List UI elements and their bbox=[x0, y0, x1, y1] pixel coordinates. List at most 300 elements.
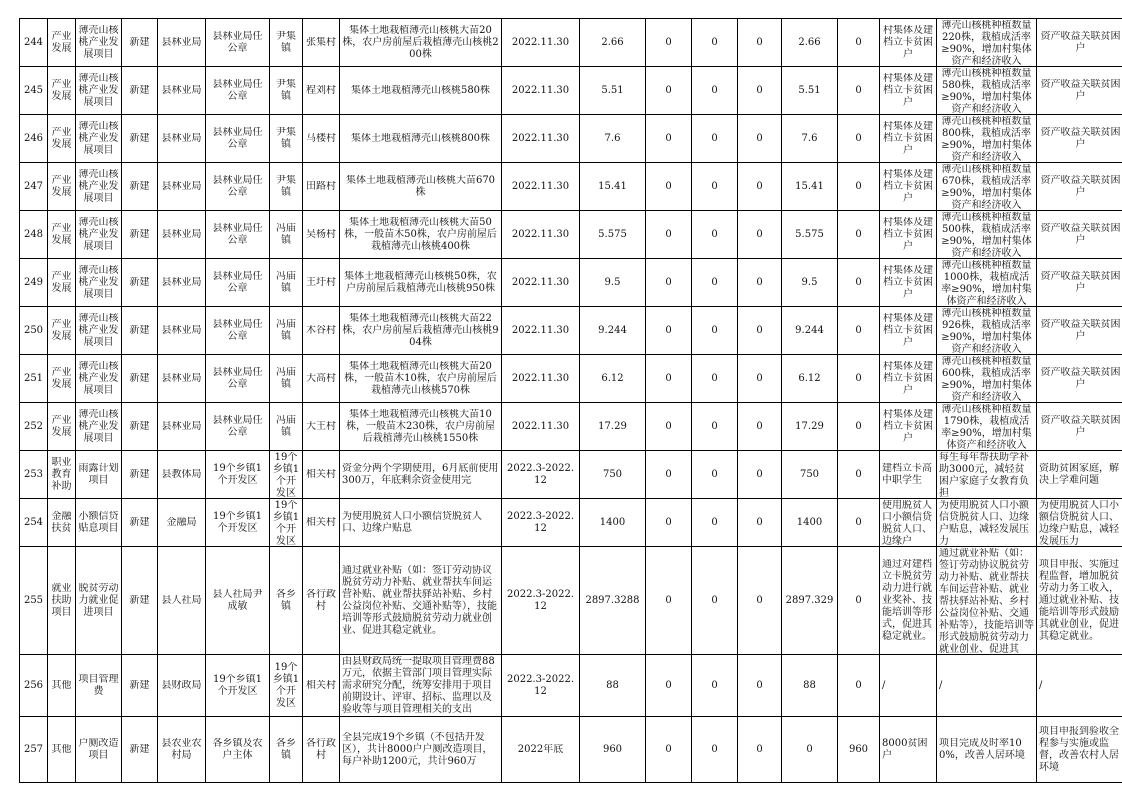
cell-total bbox=[580, 67, 646, 115]
cell-total bbox=[580, 499, 646, 547]
cell-f1-text: 0 bbox=[665, 372, 672, 384]
cell-town bbox=[270, 307, 303, 355]
cell-benef-text: 村集体及建档立卡贫困户 bbox=[883, 168, 933, 204]
cell-f5-text: 0 bbox=[855, 679, 862, 691]
cell-type bbox=[122, 547, 158, 655]
cell-type bbox=[122, 115, 158, 163]
cell-perf-text: 薄壳山核桃种植数量1790株，栽植成活率≥90%，增加村集体资产和经济收入 bbox=[941, 403, 1032, 450]
cell-f5-text: 0 bbox=[855, 324, 862, 336]
cell-perf-text: 项目完成及时率100%，改善人居环境 bbox=[939, 737, 1025, 761]
cell-no-text: 257 bbox=[23, 743, 44, 755]
cell-date-text: 2022.11.30 bbox=[511, 132, 570, 144]
cell-mech bbox=[1037, 451, 1122, 499]
cell-total-text: 5.575 bbox=[598, 228, 627, 240]
cell-lead bbox=[206, 547, 270, 655]
cell-dept-text: 县林业局 bbox=[161, 180, 202, 192]
cell-mech bbox=[1037, 211, 1122, 259]
cell-cat-text: 职业教育补助 bbox=[51, 456, 72, 492]
cell-f4 bbox=[782, 19, 838, 67]
cell-benef-text: 村集体及建档立卡贫困户 bbox=[883, 360, 933, 396]
cell-f4 bbox=[782, 451, 838, 499]
cell-name-text: 户厕改造项目 bbox=[78, 737, 119, 761]
cell-type-text: 新建 bbox=[129, 324, 150, 336]
cell-f2 bbox=[692, 547, 738, 655]
cell-village bbox=[303, 67, 340, 115]
cell-f3 bbox=[738, 211, 782, 259]
cell-f4 bbox=[782, 547, 838, 655]
cell-f5 bbox=[838, 307, 880, 355]
cell-f2 bbox=[692, 499, 738, 547]
cell-town-text: 冯庙镇 bbox=[276, 318, 296, 342]
cell-content-text: 集体土地栽植薄壳山核桃580株 bbox=[350, 84, 491, 96]
cell-lead bbox=[206, 115, 270, 163]
cell-content bbox=[340, 355, 502, 403]
cell-benef bbox=[880, 163, 937, 211]
cell-town-text: 各乡镇 bbox=[276, 737, 296, 761]
cell-no bbox=[20, 355, 48, 403]
cell-f5-text: 0 bbox=[855, 180, 862, 192]
cell-f5-text: 0 bbox=[855, 420, 862, 432]
cell-f4 bbox=[782, 163, 838, 211]
cell-cat-text: 产业发展 bbox=[51, 174, 72, 198]
cell-no-text: 251 bbox=[23, 372, 44, 384]
cell-benef bbox=[880, 115, 937, 163]
cell-f2-text: 0 bbox=[711, 594, 718, 606]
cell-town-text: 19个乡镇1个开发区 bbox=[272, 451, 300, 498]
cell-lead bbox=[206, 403, 270, 451]
cell-date-text: 2022.11.30 bbox=[511, 420, 570, 432]
cell-f5 bbox=[838, 655, 880, 717]
cell-f3 bbox=[738, 403, 782, 451]
cell-dept-text: 县农业农村局 bbox=[161, 737, 202, 761]
cell-total-text: 960 bbox=[602, 743, 623, 755]
cell-total bbox=[580, 307, 646, 355]
cell-f5 bbox=[838, 451, 880, 499]
cell-name bbox=[76, 547, 122, 655]
cell-perf bbox=[937, 499, 1037, 547]
cell-no-text: 244 bbox=[23, 36, 44, 48]
cell-dept bbox=[158, 655, 206, 717]
cell-type bbox=[122, 717, 158, 783]
cell-town-text: 尹集镇 bbox=[276, 174, 296, 198]
cell-type bbox=[122, 211, 158, 259]
cell-f3 bbox=[738, 451, 782, 499]
cell-f5 bbox=[838, 211, 880, 259]
cell-name bbox=[76, 451, 122, 499]
cell-content-text: 全县完成19个乡镇（不包括开发区），共计8000户户厕改造项目，每户补助1200元，共计960万 bbox=[342, 731, 493, 767]
cell-dept-text: 县人社局 bbox=[161, 594, 202, 606]
cell-name-text: 脱贫劳动力就业促进项目 bbox=[78, 582, 119, 618]
cell-lead-text: 19个乡镇1个开发区 bbox=[212, 462, 263, 486]
cell-dept bbox=[158, 163, 206, 211]
cell-f3 bbox=[738, 547, 782, 655]
cell-f5 bbox=[838, 717, 880, 783]
cell-total-text: 9.5 bbox=[604, 276, 621, 288]
cell-type bbox=[122, 259, 158, 307]
cell-no-text: 255 bbox=[23, 594, 44, 606]
cell-f2-text: 0 bbox=[711, 36, 718, 48]
cell-mech bbox=[1037, 115, 1122, 163]
cell-f1 bbox=[646, 655, 692, 717]
cell-f5-text: 0 bbox=[855, 594, 862, 606]
cell-content-text: 集体土地栽植薄壳山核桃大苗10株，一般苗木230株，农户房前屋后栽植薄壳山核桃1550株 bbox=[345, 408, 496, 444]
cell-f3-text: 0 bbox=[756, 372, 763, 384]
cell-town bbox=[270, 67, 303, 115]
cell-cat bbox=[48, 451, 76, 499]
cell-name-text: 薄壳山核桃产业发展项目 bbox=[78, 408, 119, 444]
cell-date-text: 2022年底 bbox=[517, 743, 564, 755]
cell-f1-text: 0 bbox=[665, 324, 672, 336]
cell-f2 bbox=[692, 115, 738, 163]
cell-benef bbox=[880, 19, 937, 67]
cell-content-text: 集体土地栽植薄壳山核桃大苗22株，农户房前屋后栽植薄壳山核桃904株 bbox=[342, 312, 499, 348]
cell-f3-text: 0 bbox=[756, 132, 763, 144]
table-row bbox=[20, 355, 1122, 403]
cell-benef-text: 村集体及建档立卡贫困户 bbox=[883, 120, 933, 156]
cell-name bbox=[76, 403, 122, 451]
cell-dept-text: 县林业局 bbox=[161, 276, 202, 288]
cell-name bbox=[76, 717, 122, 783]
cell-f4-text: 5.51 bbox=[798, 84, 821, 96]
cell-perf bbox=[937, 717, 1037, 783]
cell-town-text: 冯庙镇 bbox=[276, 222, 296, 246]
cell-f4-text: 0 bbox=[806, 743, 813, 755]
cell-f5-text: 0 bbox=[855, 516, 862, 528]
cell-village bbox=[303, 307, 340, 355]
cell-content bbox=[340, 307, 502, 355]
cell-mech bbox=[1037, 163, 1122, 211]
cell-cat bbox=[48, 163, 76, 211]
cell-no bbox=[20, 67, 48, 115]
cell-lead-text: 县林业局任公章 bbox=[212, 414, 263, 438]
cell-mech-text: 资产收益关联贫困户 bbox=[1040, 174, 1121, 198]
cell-total-text: 88 bbox=[606, 679, 619, 691]
cell-village-text: 相关村 bbox=[306, 516, 336, 528]
cell-f1-text: 0 bbox=[665, 420, 672, 432]
cell-name-text: 薄壳山核桃产业发展项目 bbox=[78, 312, 119, 348]
cell-f2-text: 0 bbox=[711, 420, 718, 432]
cell-no bbox=[20, 547, 48, 655]
cell-date bbox=[502, 19, 580, 67]
cell-type-text: 新建 bbox=[129, 516, 150, 528]
cell-type-text: 新建 bbox=[129, 132, 150, 144]
cell-f3-text: 0 bbox=[756, 743, 763, 755]
cell-f5 bbox=[838, 115, 880, 163]
cell-name bbox=[76, 259, 122, 307]
cell-f1 bbox=[646, 451, 692, 499]
cell-f3-text: 0 bbox=[756, 180, 763, 192]
cell-cat-text: 产业发展 bbox=[51, 30, 72, 54]
cell-no bbox=[20, 211, 48, 259]
cell-name bbox=[76, 163, 122, 211]
cell-village-text: 各行政村 bbox=[306, 737, 336, 761]
cell-benef-text: 村集体及建档立卡贫困户 bbox=[883, 24, 933, 60]
cell-mech-text: 资助贫困家庭，解决上学难问题 bbox=[1039, 462, 1119, 486]
cell-date bbox=[502, 163, 580, 211]
cell-village bbox=[303, 717, 340, 783]
cell-village bbox=[303, 499, 340, 547]
cell-name-text: 薄壳山核桃产业发展项目 bbox=[78, 120, 119, 156]
cell-dept-text: 县教体局 bbox=[161, 468, 202, 480]
cell-perf bbox=[937, 547, 1037, 655]
cell-f4-text: 17.29 bbox=[795, 420, 824, 432]
cell-village-text: 木谷村 bbox=[306, 324, 336, 336]
cell-cat-text: 金融扶贫 bbox=[51, 510, 72, 534]
cell-dept-text: 县林业局 bbox=[161, 84, 202, 96]
cell-village-text: 大高村 bbox=[306, 372, 336, 384]
cell-perf-text: 薄壳山核桃种植数量600株，栽植成活率≥90%，增加村集体资产和经济收入 bbox=[941, 355, 1032, 402]
cell-benef bbox=[880, 499, 937, 547]
cell-f1-text: 0 bbox=[665, 36, 672, 48]
cell-content-text: 集体土地栽植薄壳山核桃800株 bbox=[350, 132, 491, 144]
cell-f5 bbox=[838, 67, 880, 115]
cell-mech bbox=[1037, 67, 1122, 115]
cell-f1 bbox=[646, 307, 692, 355]
cell-village-text: 吴杨村 bbox=[306, 228, 336, 240]
cell-date bbox=[502, 499, 580, 547]
cell-date bbox=[502, 259, 580, 307]
cell-village-text: 各行政村 bbox=[306, 588, 336, 612]
table-row bbox=[20, 307, 1122, 355]
cell-f4 bbox=[782, 655, 838, 717]
cell-total bbox=[580, 355, 646, 403]
cell-lead bbox=[206, 307, 270, 355]
cell-f5-text: 0 bbox=[855, 468, 862, 480]
cell-f1-text: 0 bbox=[665, 679, 672, 691]
cell-perf bbox=[937, 67, 1037, 115]
cell-type-text: 新建 bbox=[129, 372, 150, 384]
cell-f1-text: 0 bbox=[665, 743, 672, 755]
cell-total-text: 2.66 bbox=[601, 36, 624, 48]
cell-f1 bbox=[646, 717, 692, 783]
cell-content bbox=[340, 115, 502, 163]
cell-benef-text: 村集体及建档立卡贫困户 bbox=[883, 408, 933, 444]
cell-no bbox=[20, 655, 48, 717]
cell-content-text: 集体土地栽植薄壳山核桃大苗20株，一般苗木10株，农户房前屋后栽植薄壳山核桃570株 bbox=[344, 360, 497, 396]
cell-date bbox=[502, 403, 580, 451]
cell-dept bbox=[158, 307, 206, 355]
cell-name bbox=[76, 499, 122, 547]
cell-cat bbox=[48, 307, 76, 355]
cell-date-text: 2022.11.30 bbox=[511, 372, 570, 384]
cell-town bbox=[270, 211, 303, 259]
cell-dept bbox=[158, 717, 206, 783]
cell-perf-text: 薄壳山核桃种植数量220株，栽植成活率≥90%，增加村集体资产和经济收入 bbox=[941, 19, 1032, 66]
cell-town-text: 19个乡镇1个开发区 bbox=[272, 661, 300, 709]
cell-mech bbox=[1037, 499, 1122, 547]
cell-f4-text: 2.66 bbox=[798, 36, 821, 48]
cell-f1 bbox=[646, 211, 692, 259]
table-row bbox=[20, 717, 1122, 783]
table-row bbox=[20, 67, 1122, 115]
cell-f3 bbox=[738, 115, 782, 163]
cell-f3 bbox=[738, 67, 782, 115]
cell-f2-text: 0 bbox=[711, 180, 718, 192]
cell-date-text: 2022.3-2022.12 bbox=[507, 588, 574, 612]
cell-no-text: 246 bbox=[23, 132, 44, 144]
cell-village bbox=[303, 655, 340, 717]
table-row bbox=[20, 115, 1122, 163]
cell-village-text: 王圩村 bbox=[306, 276, 336, 288]
cell-mech bbox=[1037, 355, 1122, 403]
cell-f3-text: 0 bbox=[756, 679, 763, 691]
cell-date-text: 2022.11.30 bbox=[511, 228, 570, 240]
cell-total bbox=[580, 19, 646, 67]
cell-benef bbox=[880, 717, 937, 783]
cell-f2 bbox=[692, 259, 738, 307]
cell-dept bbox=[158, 451, 206, 499]
cell-village-text: 程刘村 bbox=[306, 84, 336, 96]
cell-f4 bbox=[782, 259, 838, 307]
cell-f2 bbox=[692, 355, 738, 403]
cell-f4-text: 750 bbox=[799, 468, 820, 480]
cell-cat bbox=[48, 355, 76, 403]
cell-lead bbox=[206, 451, 270, 499]
cell-total-text: 6.12 bbox=[601, 372, 624, 384]
cell-name-text: 薄壳山核桃产业发展项目 bbox=[78, 216, 119, 252]
cell-village bbox=[303, 19, 340, 67]
cell-village bbox=[303, 403, 340, 451]
cell-f4-text: 2897.329 bbox=[785, 594, 834, 606]
cell-lead-text: 县林业局任公章 bbox=[212, 222, 263, 246]
cell-perf-text: / bbox=[939, 679, 943, 691]
cell-content bbox=[340, 211, 502, 259]
cell-f1-text: 0 bbox=[665, 180, 672, 192]
cell-name-text: 薄壳山核桃产业发展项目 bbox=[78, 168, 119, 204]
cell-f5 bbox=[838, 499, 880, 547]
cell-total bbox=[580, 403, 646, 451]
cell-town-text: 冯庙镇 bbox=[276, 270, 296, 294]
cell-f1 bbox=[646, 259, 692, 307]
cell-f2-text: 0 bbox=[711, 324, 718, 336]
cell-lead bbox=[206, 717, 270, 783]
cell-lead-text: 县林业局任公章 bbox=[212, 366, 263, 390]
cell-town-text: 各乡镇 bbox=[276, 588, 296, 612]
cell-f1 bbox=[646, 67, 692, 115]
cell-content-text: 为使用脱贫人口小额信贷脱贫人口、边缘户贴息 bbox=[342, 510, 482, 534]
cell-no bbox=[20, 403, 48, 451]
cell-lead-text: 县林业局任公章 bbox=[212, 78, 263, 102]
cell-no bbox=[20, 259, 48, 307]
cell-f5-text: 0 bbox=[855, 276, 862, 288]
cell-f2 bbox=[692, 655, 738, 717]
cell-lead bbox=[206, 655, 270, 717]
cell-town-text: 冯庙镇 bbox=[276, 366, 296, 390]
cell-date bbox=[502, 547, 580, 655]
table-row bbox=[20, 211, 1122, 259]
cell-type bbox=[122, 403, 158, 451]
cell-f3-text: 0 bbox=[756, 228, 763, 240]
cell-f4 bbox=[782, 211, 838, 259]
cell-benef bbox=[880, 655, 937, 717]
cell-town bbox=[270, 355, 303, 403]
cell-f1 bbox=[646, 355, 692, 403]
cell-total-text: 2897.3288 bbox=[585, 594, 640, 606]
cell-f2 bbox=[692, 451, 738, 499]
cell-town bbox=[270, 259, 303, 307]
cell-f4-text: 9.5 bbox=[801, 276, 818, 288]
cell-total-text: 15.41 bbox=[598, 180, 627, 192]
cell-f5-text: 0 bbox=[855, 228, 862, 240]
cell-no bbox=[20, 499, 48, 547]
cell-mech-text: 项目申报到验收全程参与实施或监督，改善农村人居环境 bbox=[1039, 725, 1119, 773]
cell-perf bbox=[937, 403, 1037, 451]
cell-town-text: 尹集镇 bbox=[276, 30, 296, 54]
cell-total-text: 1400 bbox=[599, 516, 626, 528]
cell-f4-text: 88 bbox=[803, 679, 816, 691]
cell-village bbox=[303, 259, 340, 307]
cell-dept bbox=[158, 67, 206, 115]
cell-lead-text: 县林业局任公章 bbox=[212, 270, 263, 294]
cell-f4 bbox=[782, 307, 838, 355]
cell-f4 bbox=[782, 717, 838, 783]
cell-f1 bbox=[646, 499, 692, 547]
cell-mech-text: 资产收益关联贫困户 bbox=[1040, 318, 1121, 342]
cell-content-text: 集体土地栽植薄壳山核桃50株，农户房前屋后栽植薄壳山核桃950株 bbox=[344, 270, 497, 294]
cell-dept-text: 县林业局 bbox=[161, 324, 202, 336]
cell-dept-text: 县林业局 bbox=[161, 132, 202, 144]
cell-f1 bbox=[646, 19, 692, 67]
cell-lead bbox=[206, 67, 270, 115]
cell-type-text: 新建 bbox=[129, 276, 150, 288]
cell-f1 bbox=[646, 115, 692, 163]
cell-f3 bbox=[738, 655, 782, 717]
table-row bbox=[20, 19, 1122, 67]
cell-perf-text: 每生每年帮扶助学补助3000元，减轻贫困户家庭子女教育负担 bbox=[939, 451, 1029, 498]
cell-f4 bbox=[782, 115, 838, 163]
cell-f1 bbox=[646, 547, 692, 655]
cell-village bbox=[303, 355, 340, 403]
cell-f2 bbox=[692, 307, 738, 355]
cell-perf-text: 薄壳山核桃种植数量580株，栽植成活率≥90%，增加村集体资产和经济收入 bbox=[941, 67, 1032, 114]
cell-date-text: 2022.11.30 bbox=[511, 276, 570, 288]
cell-total bbox=[580, 211, 646, 259]
cell-town-text: 尹集镇 bbox=[276, 78, 296, 102]
cell-f3-text: 0 bbox=[756, 36, 763, 48]
cell-dept-text: 县财政局 bbox=[161, 679, 202, 691]
cell-f1 bbox=[646, 163, 692, 211]
cell-f3-text: 0 bbox=[756, 84, 763, 96]
cell-total bbox=[580, 163, 646, 211]
cell-name bbox=[76, 355, 122, 403]
cell-f1 bbox=[646, 403, 692, 451]
cell-no-text: 254 bbox=[23, 516, 44, 528]
cell-town bbox=[270, 403, 303, 451]
cell-cat bbox=[48, 259, 76, 307]
cell-mech bbox=[1037, 403, 1122, 451]
cell-lead-text: 县林业局任公章 bbox=[212, 126, 263, 150]
cell-total bbox=[580, 717, 646, 783]
table-row bbox=[20, 163, 1122, 211]
cell-town bbox=[270, 717, 303, 783]
cell-mech bbox=[1037, 259, 1122, 307]
cell-total bbox=[580, 451, 646, 499]
cell-f1-text: 0 bbox=[665, 84, 672, 96]
cell-village-text: 马楼村 bbox=[306, 132, 336, 144]
cell-perf bbox=[937, 307, 1037, 355]
cell-benef-text: 8000贫困户 bbox=[882, 737, 928, 761]
cell-mech bbox=[1037, 307, 1122, 355]
cell-content bbox=[340, 451, 502, 499]
cell-date bbox=[502, 451, 580, 499]
cell-f2 bbox=[692, 211, 738, 259]
cell-no-text: 247 bbox=[23, 180, 44, 192]
cell-content bbox=[340, 547, 502, 655]
cell-perf bbox=[937, 259, 1037, 307]
cell-dept bbox=[158, 115, 206, 163]
cell-f4-text: 9.244 bbox=[795, 324, 824, 336]
cell-type bbox=[122, 163, 158, 211]
